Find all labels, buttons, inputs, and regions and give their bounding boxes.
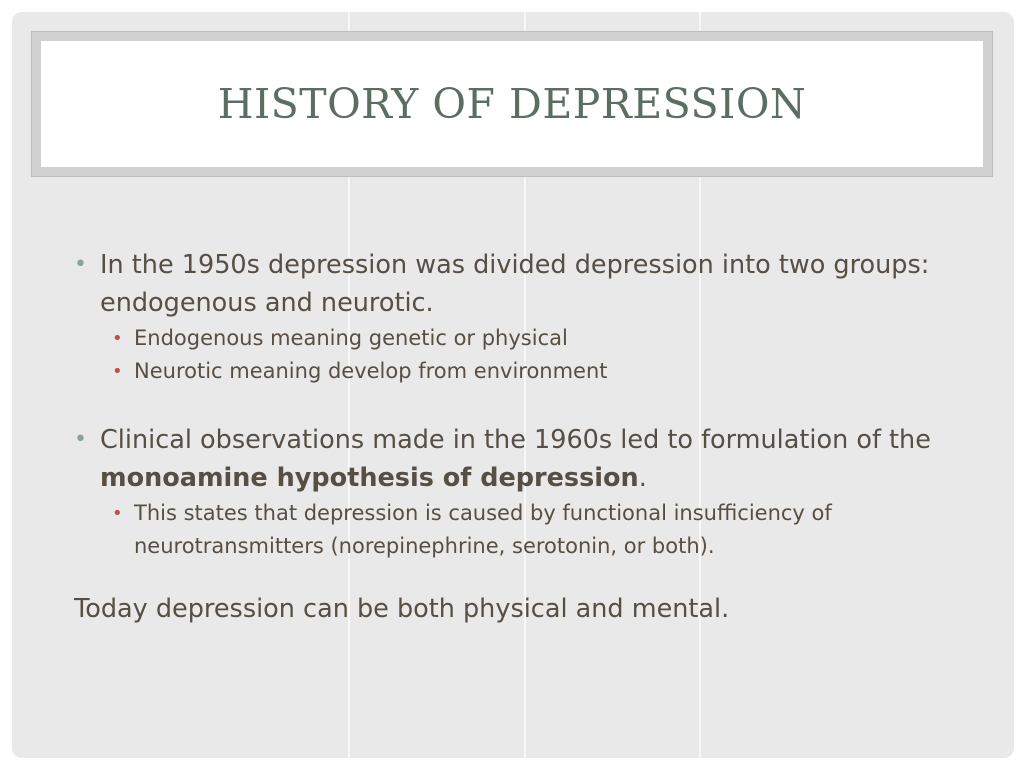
- sub-bullet-dot-icon: •: [112, 503, 123, 524]
- title-box: [41, 41, 983, 167]
- closing-statement: Today depression can be both physical and mental.: [74, 594, 730, 624]
- sub-bullet-item: [74, 497, 974, 563]
- bullet-text: In the 1950s depression was divided depression into two groups: endogenous and neurotic.: [100, 250, 930, 318]
- sub-bullet-text: Neurotic meaning develop from environment: [134, 359, 608, 383]
- slide-content: [74, 246, 974, 628]
- bullet-item: [74, 421, 974, 497]
- bullet-item: [74, 246, 974, 322]
- title-frame: [31, 31, 993, 177]
- bullet-emphasis: monoamine hypothesis of depression: [100, 463, 639, 493]
- bullet-dot-icon: •: [74, 252, 87, 277]
- sub-bullet-item: [74, 355, 974, 388]
- sub-bullet-text: This states that depression is caused by functional insufficiency of neurotransmitters (norepinephrine, serotonin, or both).: [134, 501, 832, 558]
- bullet-text: Clinical observations made in the 1960s led to formulation of the: [100, 425, 931, 455]
- bullet-text-end: .: [638, 463, 647, 493]
- sub-bullet-dot-icon: •: [112, 328, 123, 349]
- bullet-dot-icon: •: [74, 427, 87, 452]
- sub-bullet-item: [74, 322, 974, 355]
- sub-bullet-dot-icon: •: [112, 361, 123, 382]
- slide: [12, 12, 1014, 758]
- sub-bullet-text: Endogenous meaning genetic or physical: [134, 326, 568, 350]
- slide-title: HISTORY OF DEPRESSION: [217, 80, 807, 128]
